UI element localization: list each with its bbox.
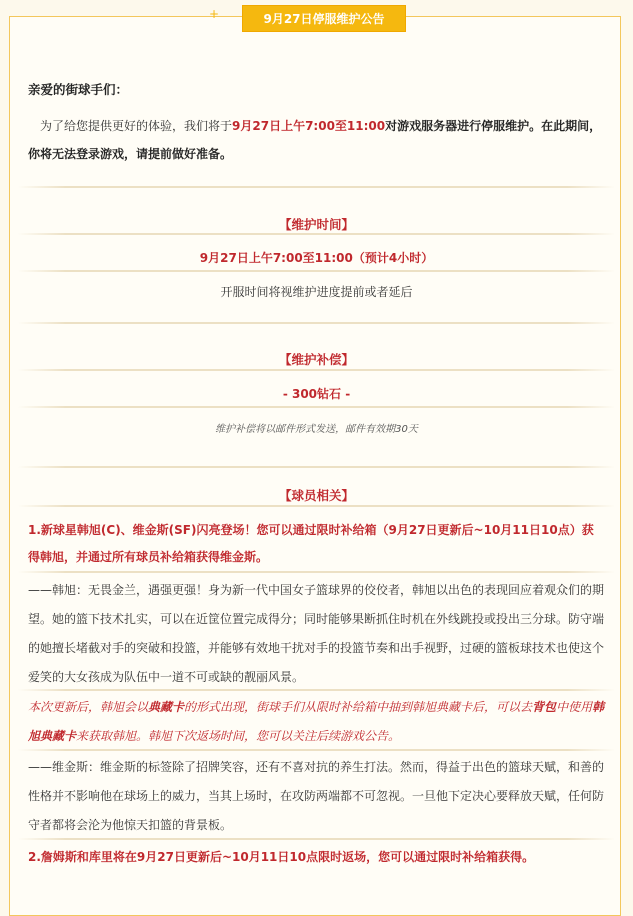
note-highlight-bag: 背包 xyxy=(532,700,557,714)
announcement-title-tab: 9月27日停服维护公告 xyxy=(242,5,406,32)
maintenance-note: 开服时间将视维护进度提前或者延后 xyxy=(220,285,413,299)
intro-highlight-time: 9月27日上午7:00至11:00 xyxy=(232,119,386,133)
maintenance-heading: 【维护时间】 xyxy=(278,217,354,232)
divider xyxy=(18,689,615,691)
players-heading: 【球员相关】 xyxy=(278,488,354,503)
divider xyxy=(18,838,615,840)
divider xyxy=(18,233,615,235)
compensation-note: 维护补偿将以邮件形式发送，邮件有效期30天 xyxy=(215,424,418,435)
greeting-text: 亲爱的街球手们： xyxy=(28,82,129,97)
compensation-reward: - 300钻石 - xyxy=(282,387,351,401)
note-highlight-hanxu-card: 韩旭典藏卡 xyxy=(28,700,605,743)
note-text: 中使用 xyxy=(556,700,593,714)
divider xyxy=(18,322,615,324)
divider xyxy=(18,270,615,272)
hanxu-description: ——韩旭：无畏金兰，遇强更强！身为新一代中国女子篮球界的佼佼者，韩旭以出色的表现回应着观众们的期望。她的篮下技术扎实，可以在近筐位置完成得分；同时能够果断抓住时机在外线跳投或投出三分球。防守端的她擅长堵截对手的突破和投篮，并能够有效地干扰对手的投篮节奏和出手视野，过硬的篮板球技术也使这个爱笑的大女孩成为队伍中一道不可或缺的靓丽风景。 xyxy=(28,583,605,684)
player-item-2: 2.詹姆斯和库里将在9月27日更新后~10月11日10点限时返场，您可以通过限时补给箱获得。 xyxy=(28,850,535,864)
hanxu-update-note xyxy=(28,693,605,751)
note-text: 的形式出现，街球手们从限时补给箱中抽到韩旭典藏卡后，可以去 xyxy=(184,700,533,714)
plus-decoration-icon: + xyxy=(209,7,220,21)
divider xyxy=(18,571,615,573)
note-text: 本次更新后，韩旭会以 xyxy=(28,700,149,714)
intro-paragraph xyxy=(28,112,605,168)
divider xyxy=(18,406,615,408)
divider xyxy=(18,505,615,507)
divider xyxy=(18,369,615,371)
divider xyxy=(18,186,615,188)
divider xyxy=(18,466,615,468)
maintenance-time: 9月27日上午7:00至11:00（预计4小时） xyxy=(199,251,434,265)
divider xyxy=(18,749,615,751)
intro-text-2: 对游戏服务器进行停服维护。在此期间，你将无法登录游戏，请提前做好准备。 xyxy=(28,119,602,161)
wiggins-description: ——维金斯：维金斯的标签除了招牌笑容，还有不喜对抗的养生打法。然而，得益于出色的篮球天赋，和善的性格并不影响他在球场上的威力，当其上场时，在攻防两端都不可忽视。一旦他下定决心要释放天赋，任何防守者都将会沦为他惊天扣篮的背景板。 xyxy=(28,760,605,832)
greeting xyxy=(28,80,605,98)
intro-text-1: 为了给您提供更好的体验，我们将于 xyxy=(40,119,233,133)
player-item-1: 1.新球星韩旭(C)、维金斯(SF)闪亮登场！您可以通过限时补给箱（9月27日更新后~10月11日10点）获得韩旭，并通过所有球员补给箱获得维金斯。 xyxy=(28,523,594,564)
note-highlight-card: 典藏卡 xyxy=(148,700,185,714)
compensation-heading: 【维护补偿】 xyxy=(278,352,354,367)
note-text: 来获取韩旭。韩旭下次返场时间，您可以关注后续游戏公告。 xyxy=(76,729,401,743)
